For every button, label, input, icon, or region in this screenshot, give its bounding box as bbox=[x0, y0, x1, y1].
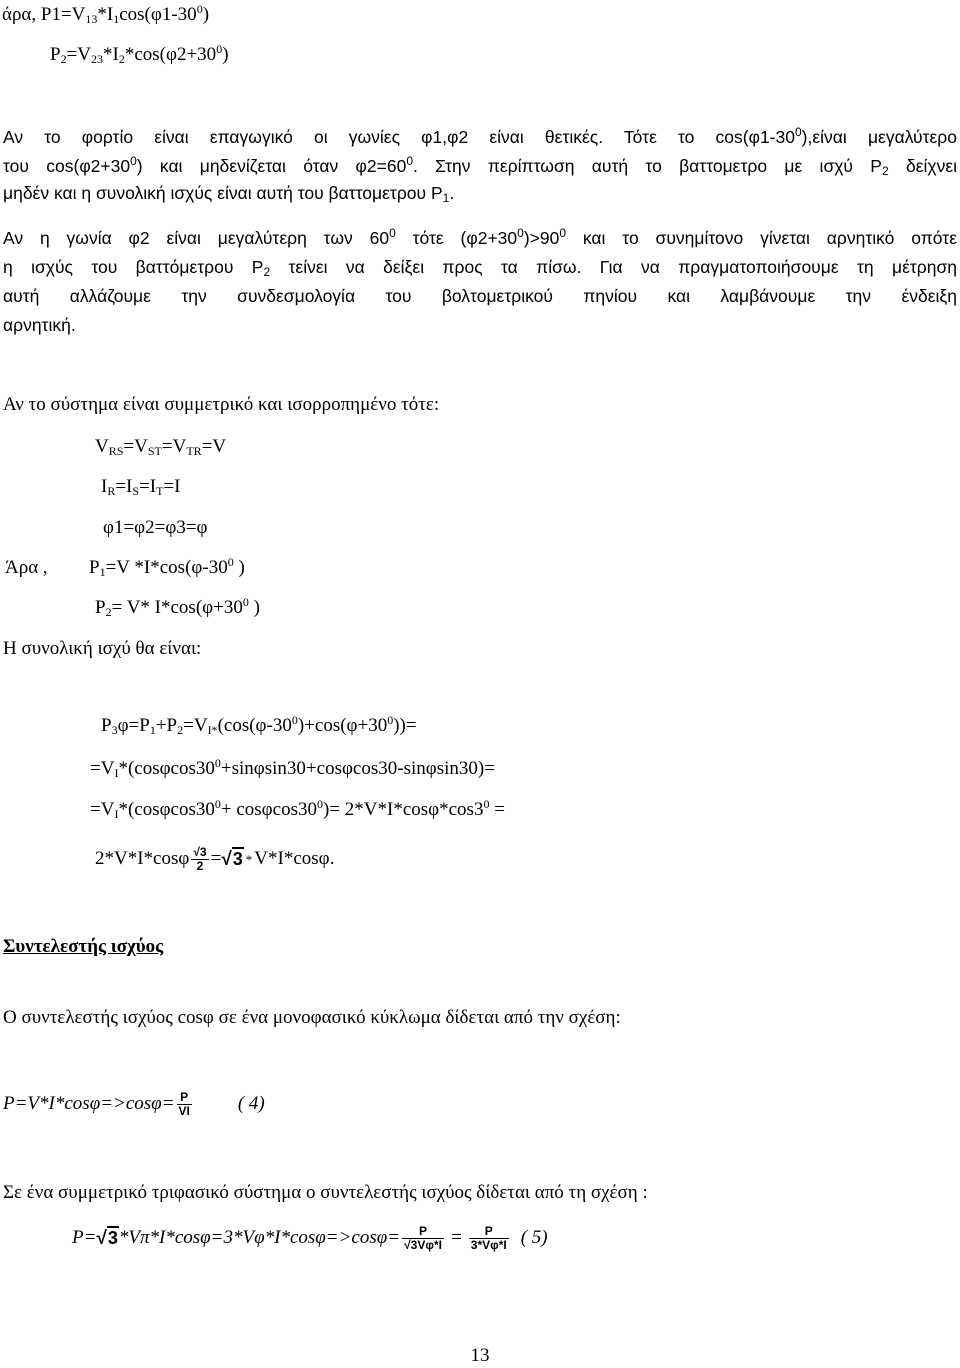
paragraph-angle-line-4: αρνητική. bbox=[3, 315, 76, 335]
paragraph-inductive-line-2: του $\cos(\varphi 2+30^0)$ και μηδενίζεται όταν $\varphi 2=60^0$. Στην περίπτωση αυτή το βαττομετρο με ισχύ $P_2$ δείχνει bbox=[3, 154, 958, 178]
fraction-p-over-vi: $\frac{P}{VI}$ bbox=[178, 1090, 190, 1118]
fraction-p-over-3-vphi-i: $\frac{P}{3*V\varphi*I}$ bbox=[470, 1224, 507, 1252]
paragraph-angle-line-3: αυτή αλλάζουμε την συνδεσμολογία του βολτομετρικού πηνίου και λαμβάνουμε την ένδειξη bbox=[3, 286, 957, 306]
sqrt-three: √3 bbox=[221, 849, 243, 870]
formula-p1-symmetric: $P_1=V$ $*I*\cos(\varphi-30^0$ ) bbox=[89, 555, 245, 579]
symmetric-intro: Αν το σύστημα είναι συμμετρικό και ισορροπημένο τότε: bbox=[3, 394, 440, 415]
derivation-line-1: $P_3\varphi=P_1+P_2=V_{I*}(\cos(\varphi-30^0)+\cos(\varphi+30^0))=$ bbox=[101, 713, 417, 737]
section-heading-power-factor: Συντελεστής ισχύος bbox=[3, 936, 164, 957]
paragraph-inductive-line-1: Αν το φορτίο είναι επαγωγικό οι γωνίες φ1,φ2 είναι θετικές. Τότε το $\cos(\varphi 1-30^0),\varepsilon ί\nu\alpha\iota$ μεγαλύτερο bbox=[3, 125, 957, 147]
total-power-label: Η συνολική ισχύ θα είναι: bbox=[3, 638, 202, 659]
paragraph-angle-line-2: η ισχύς του βαττόμετρου $P_2$ τείνει να δείξει προς τα πίσω. Για να πραγματοποιήσουμε τη μέτρηση bbox=[3, 257, 958, 279]
formula-4: P=V*I*cosφ=>cosφ= $\frac{P}{VI}$ ( 4) bbox=[3, 1090, 265, 1118]
formula-p1: άρα, $P1=V_{13}*I_1\cos(\varphi 1-30^0)$ bbox=[2, 2, 210, 26]
power-factor-text: Ο συντελεστής ισχύος cosφ σε ένα μονοφασικό κύκλωμα δίδεται από την σχέση: bbox=[3, 1007, 621, 1028]
fraction-sqrt3-over-2: $\frac{√3}{2}$ bbox=[193, 845, 207, 873]
formula-p2-symmetric: $P_2= V*$ $I*\cos(\varphi+30^0$ ) bbox=[95, 595, 260, 619]
formula-p2: $P_2=V_{23}*I_2*\cos(\varphi 2+30^0)$ bbox=[50, 42, 229, 66]
derivation-line-2: $=V_I*(\cos\varphi\cos 30^0+\sin\varphi\sin 30+\cos\varphi\cos 30-\sin\varphi\sin 30)=$ bbox=[90, 756, 495, 780]
paragraph-inductive-line-3: μηδέν και η συνολική ισχύς είναι αυτή του βαττομετρου $P_1$. bbox=[3, 183, 455, 205]
paragraph-angle-line-1: Αν η γωνία φ2 είναι μεγαλύτερη των $60^0$ τότε $(\varphi 2+30^0)>90^0$ και το συνημίτονο γίνεται αρνητικό οπότε bbox=[3, 226, 958, 248]
page-number: 13 bbox=[470, 1345, 490, 1366]
derivation-line-4: 2*V*I*cosφ $\frac{√3}{2}$ =√3 * V*I*cosφ. bbox=[95, 845, 335, 873]
formula-currents: $I_R=I_S=I_T=I$ bbox=[101, 476, 181, 498]
sqrt-three-2: √3 bbox=[96, 1228, 118, 1249]
label-ara: Άρα , bbox=[5, 557, 48, 578]
fraction-p-over-sqrt3-vphi-i: $\frac{P}{√3V\varphi*I}$ bbox=[404, 1224, 442, 1252]
formula-angles: φ1=φ2=φ3=φ bbox=[103, 517, 208, 538]
derivation-line-3: $=V_I*(\cos\varphi\cos 30^0+ \cos\varphi\cos 30^0)= 2*V*I*\cos\varphi*\cos 3^0$ = bbox=[90, 797, 505, 821]
three-phase-text: Σε ένα συμμετρικό τριφασικό σύστημα ο συντελεστής ισχύος δίδεται από τη σχέση : bbox=[3, 1182, 648, 1203]
formula-5: P=√3*Vπ*I*cosφ=3*Vφ*I*cosφ=>cosφ= $\frac{P}{√3V\varphi*I}$ = $\frac{P}{3*V\varphi*I}$ ( 5) bbox=[72, 1224, 548, 1252]
formula-voltages: $V_{RS}=V_{ST}=V_{TR}=V$ bbox=[95, 436, 227, 458]
